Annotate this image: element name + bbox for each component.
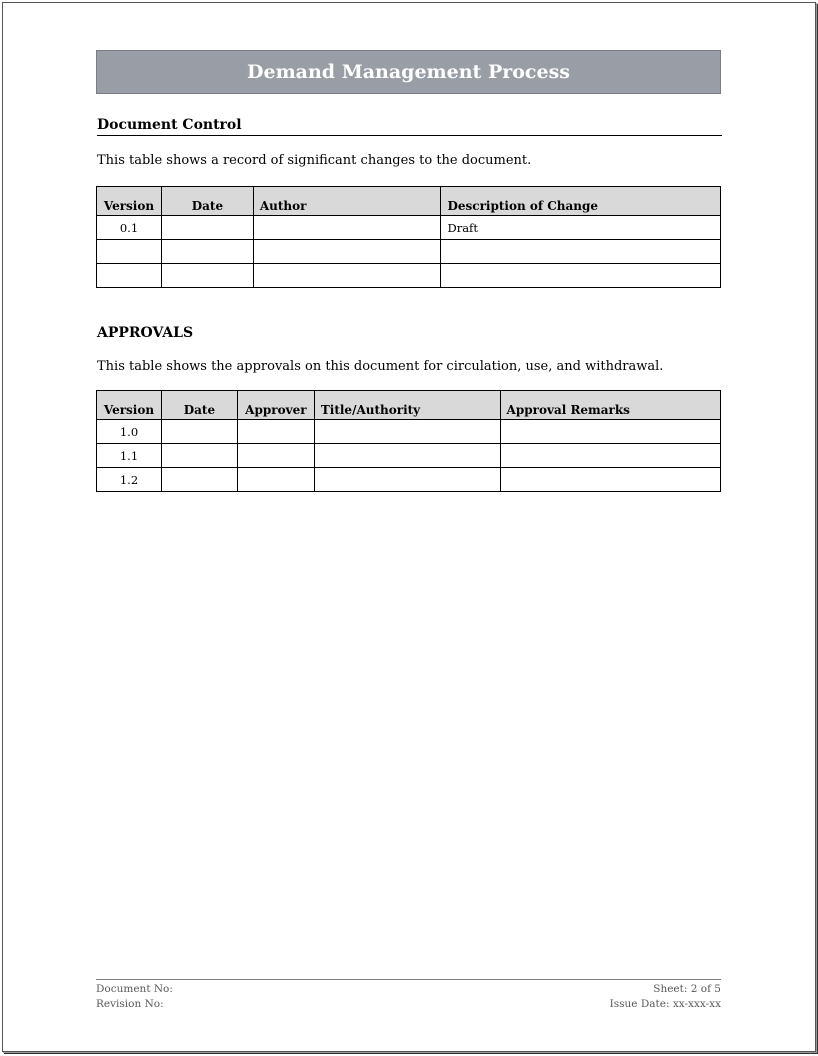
document-number-label: Document No: <box>96 983 173 995</box>
table-cell[interactable] <box>314 444 500 468</box>
table-cell[interactable] <box>253 216 441 240</box>
column-header: Version <box>97 391 162 420</box>
column-header: Date <box>161 391 237 420</box>
table-cell[interactable] <box>314 468 500 492</box>
approvals-table <box>96 390 721 492</box>
table-row <box>97 264 721 288</box>
table-cell[interactable]: 1.0 <box>97 420 162 444</box>
document-control-heading: Document Control <box>97 117 242 133</box>
sheet-number: Sheet: 2 of 5 <box>653 983 721 995</box>
column-header: Title/Authority <box>314 391 500 420</box>
approvals-heading: APPROVALS <box>97 325 194 341</box>
table-cell[interactable] <box>237 444 314 468</box>
document-control-table <box>96 186 721 288</box>
table-cell[interactable] <box>161 264 253 288</box>
table-cell[interactable]: Draft <box>441 216 721 240</box>
table-cell[interactable] <box>314 420 500 444</box>
table-cell[interactable] <box>161 240 253 264</box>
column-header: Approval Remarks <box>500 391 720 420</box>
page-footer <box>96 979 721 1012</box>
table-row <box>97 216 721 240</box>
table-cell[interactable]: 1.2 <box>97 468 162 492</box>
column-header: Version <box>97 187 162 216</box>
table-cell[interactable] <box>97 264 162 288</box>
revision-number-label: Revision No: <box>96 998 164 1010</box>
footer-right <box>610 982 721 1012</box>
approvals-intro: This table shows the approvals on this document for circulation, use, and withdrawal. <box>97 359 664 374</box>
document-title: Demand Management Process <box>96 50 721 94</box>
table-row <box>97 468 721 492</box>
document-page <box>2 2 816 1052</box>
table-cell[interactable] <box>441 264 721 288</box>
table-cell[interactable] <box>500 444 720 468</box>
table-cell[interactable] <box>161 468 237 492</box>
issue-date: Issue Date: xx-xxx-xx <box>609 998 721 1010</box>
table-cell[interactable] <box>161 420 237 444</box>
table-cell[interactable] <box>253 264 441 288</box>
column-header: Author <box>253 187 441 216</box>
table-cell[interactable] <box>161 216 253 240</box>
table-row <box>97 444 721 468</box>
table-cell[interactable] <box>237 468 314 492</box>
column-header: Approver <box>237 391 314 420</box>
table-cell[interactable] <box>97 240 162 264</box>
footer-left <box>96 982 173 1012</box>
table-cell[interactable] <box>500 420 720 444</box>
table-cell[interactable] <box>253 240 441 264</box>
table-cell[interactable] <box>441 240 721 264</box>
table-header-row <box>97 391 721 420</box>
table-row <box>97 420 721 444</box>
heading-underline <box>97 135 722 136</box>
column-header: Date <box>161 187 253 216</box>
column-header: Description of Change <box>441 187 721 216</box>
document-control-intro: This table shows a record of significant changes to the document. <box>97 153 532 168</box>
table-cell[interactable] <box>237 420 314 444</box>
table-cell[interactable] <box>161 444 237 468</box>
table-row <box>97 240 721 264</box>
table-cell[interactable] <box>500 468 720 492</box>
table-cell[interactable]: 1.1 <box>97 444 162 468</box>
table-header-row <box>97 187 721 216</box>
table-cell[interactable]: 0.1 <box>97 216 162 240</box>
